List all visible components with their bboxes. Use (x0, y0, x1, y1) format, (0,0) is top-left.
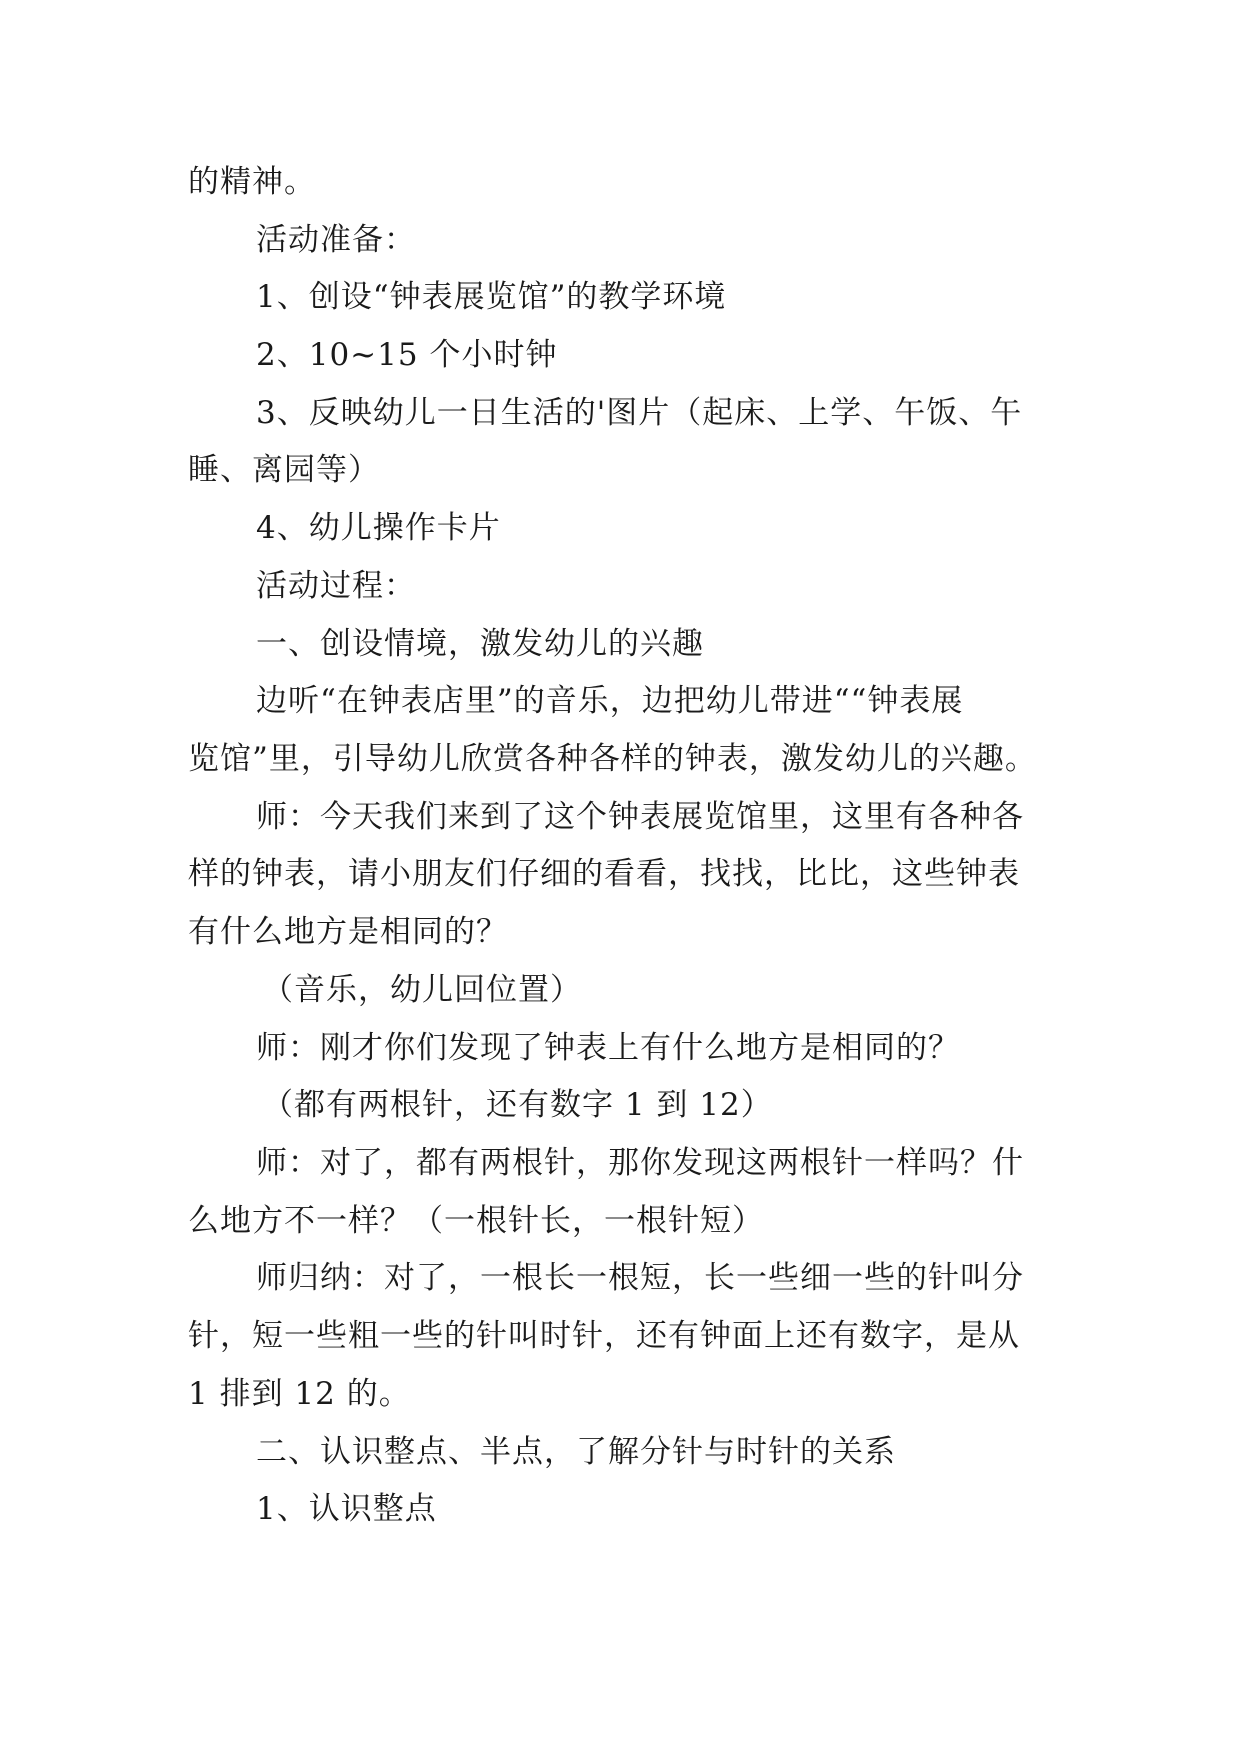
preparation-item-3: 3、反映幼儿一日生活的'图片（起床、上学、午饭、午 (256, 395, 1023, 431)
summary-line: 师归纳：对了，一根长一根短，长一些细一些的针叫分 (256, 1260, 1024, 1296)
dialogue-line: 师：对了，都有两根针，那你发现这两根针一样吗？什 (256, 1145, 1024, 1181)
stage-note: （都有两根针，还有数字 1 到 12） (262, 1087, 773, 1123)
preparation-item-2: 2、10~15 个小时钟 (256, 337, 558, 373)
summary-line: 1 排到 12 的。 (188, 1376, 411, 1412)
section-heading-process: 活动过程： (256, 568, 416, 604)
dialogue-line: 师：刚才你们发现了钟表上有什么地方是相同的？ (256, 1030, 960, 1066)
preparation-item-1: 1、创设“钟表展览馆”的教学环境 (256, 279, 727, 315)
dialogue-line: 有什么地方是相同的？ (188, 914, 508, 950)
step-heading-1: 一、创设情境，激发幼儿的兴趣 (256, 626, 704, 662)
body-line: 览馆”里，引导幼儿欣赏各种各样的钟表，激发幼儿的兴趣。 (188, 741, 1037, 777)
section-heading-preparation: 活动准备： (256, 222, 416, 258)
dialogue-line: 样的钟表，请小朋友们仔细的看看，找找，比比，这些钟表 (188, 856, 1020, 892)
preparation-item-4: 4、幼儿操作卡片 (256, 510, 501, 546)
sub-step-heading-1: 1、认识整点 (256, 1491, 437, 1527)
stage-note: （音乐，幼儿回位置） (262, 972, 582, 1008)
preparation-item-3-continued: 睡、离园等） (188, 452, 380, 488)
step-heading-2: 二、认识整点、半点，了解分针与时针的关系 (256, 1434, 896, 1470)
summary-line: 针，短一些粗一些的针叫时针，还有钟面上还有数字，是从 (188, 1318, 1020, 1354)
body-line: 边听“在钟表店里”的音乐，边把幼儿带进““钟表展 (256, 683, 964, 719)
paragraph-ending-line: 的精神。 (188, 164, 316, 200)
dialogue-line: 么地方不一样？（一根针长，一根针短） (188, 1203, 764, 1239)
dialogue-line: 师：今天我们来到了这个钟表展览馆里，这里有各种各 (256, 799, 1024, 835)
